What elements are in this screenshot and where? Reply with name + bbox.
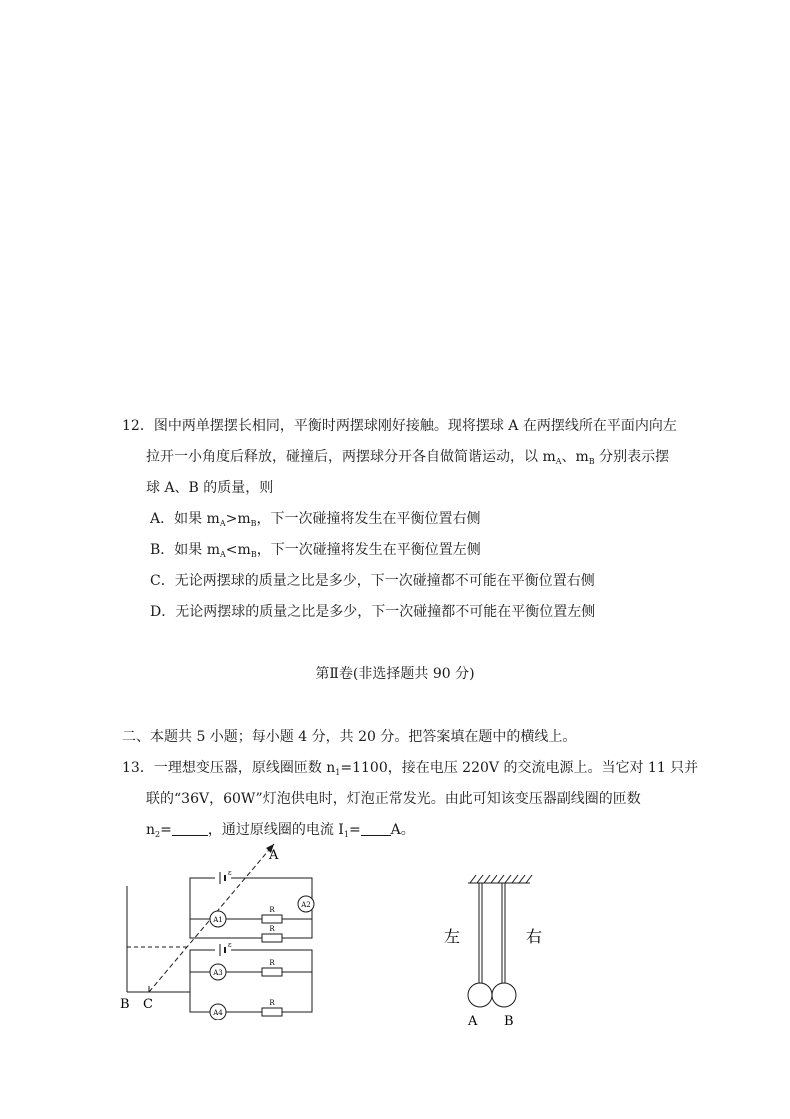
- q12-option-a: A．如果 $m_A>m_B$，下一次碰撞将发生在平衡位置右侧: [150, 511, 481, 528]
- meter-label-a1: A1: [213, 916, 223, 924]
- circuit-figure: [112, 840, 332, 1020]
- ceiling-hatch: [470, 875, 532, 883]
- ball-label-b: B: [504, 1014, 514, 1029]
- q13-line-2: 联的“36V，60W”灯泡供电时，灯泡正常发光。由此可知该变压器副线圈的匝数: [146, 791, 641, 807]
- label-right: 右: [526, 927, 543, 946]
- q13-line-1: 13．一理想变压器，原线圈匝数 $n_1=1100$，接在电压 220V 的交流电源上。当它对 11 只并: [122, 760, 699, 777]
- label-left: 左: [444, 927, 461, 946]
- section-2-title: 第Ⅱ卷(非选择题共 90 分): [315, 666, 475, 682]
- q12-number: 12．: [122, 418, 154, 434]
- q12-option-d: D．无论两摆球的质量之比是多少，下一次碰撞都不可能在平衡位置左侧: [150, 604, 596, 620]
- q12-line-2: 拉开一小角度后释放，碰撞后，两摆球分开各自做简谐运动，以 $m_A$、$m_B$ 分别表示摆: [146, 449, 670, 466]
- resistor-icon-1: [262, 915, 282, 923]
- resistor-icon-4: [262, 1008, 282, 1016]
- answer-blank-i1[interactable]: [361, 822, 391, 836]
- q12-option-b: B．如果 $m_A<m_B$，下一次碰撞将发生在平衡位置左侧: [150, 542, 481, 559]
- answer-blank-n2[interactable]: [172, 822, 208, 836]
- lower-circuit-frame: [190, 950, 312, 1012]
- graph-label-a: A: [269, 848, 279, 863]
- resistor-label-1: R: [269, 906, 275, 914]
- resistor-icon-3: [262, 968, 282, 976]
- resistor-label-2: R: [269, 925, 275, 933]
- graph-label-b: B: [120, 997, 130, 1012]
- resistor-icon-2: [262, 934, 282, 942]
- q13-line-3: $n_2=$ ，通过原线圈的电流 $I_1= A$。: [146, 822, 415, 839]
- graph-label-c: C: [143, 997, 153, 1012]
- q12-line-1: [122, 416, 677, 436]
- emf-label-lower: ε: [228, 941, 232, 949]
- resistor-label-4: R: [269, 999, 275, 1007]
- q12-stem-1: 图中两单摆摆长相同，平衡时两摆球刚好接触。现将摆球 A 在两摆线所在平面内向左: [153, 418, 677, 434]
- q12-option-c: C．无论两摆球的质量之比是多少，下一次碰撞都不可能在平衡位置右侧: [150, 573, 595, 589]
- emf-label-upper: ε: [228, 869, 232, 877]
- meter-label-a2: A2: [301, 901, 311, 909]
- ball-label-a: A: [468, 1014, 478, 1029]
- ball-a: [468, 983, 492, 1007]
- resistor-label-3: R: [269, 959, 275, 967]
- q12-line-3: 球 A、B 的质量，则: [146, 480, 274, 496]
- meter-label-a4: A4: [213, 1009, 223, 1017]
- upper-circuit-frame: [190, 878, 312, 938]
- section-2-instruction: 二、本题共 5 小题；每小题 4 分，共 20 分。把答案填在题中的横线上。: [122, 729, 577, 745]
- pendulum-figure: [430, 870, 570, 1030]
- meter-label-a3: A3: [213, 969, 223, 977]
- ball-b: [492, 983, 516, 1007]
